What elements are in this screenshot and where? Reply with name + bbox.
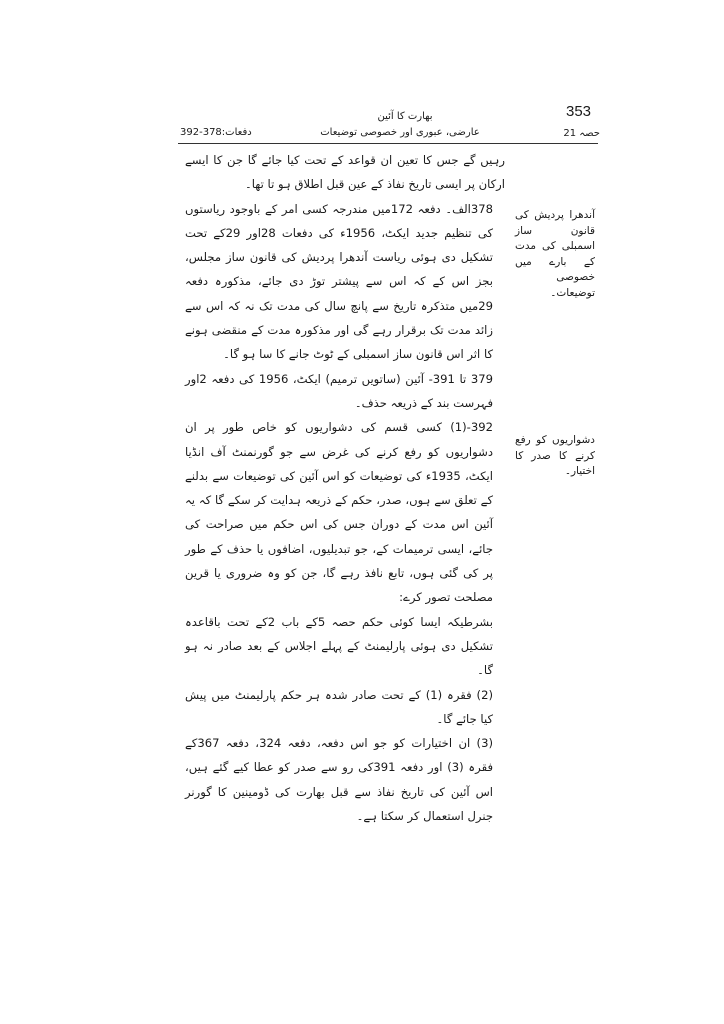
paragraph-article-379-391: 379 تا 391- آئین (ساتویں ترمیم) ایکٹ، 1956 کی دفعہ 2اور فہرست بند کے ذریعہ حذف۔ <box>185 371 493 410</box>
paragraph-continuation: رہیں گے جس کا تعین ان قواعد کے تحت کیا جائے گا جن کا ایسے ارکان پر ایسی تاریخ نفاذ کے عین قبل اطلاق ہو تا تھا۔ <box>185 153 505 192</box>
margin-note-andhra-pradesh: آندھرا پردیش کی قانون ساز اسمبلی کی مدت کے بارے میں خصوصی توضیعات۔ <box>515 209 595 299</box>
paragraph-proviso: بشرطیکہ ایسا کوئی حکم حصہ 5کے باب 2کے تحت باقاعدہ تشکیل دی ہوئی پارلیمنٹ کے پہلے اجلاس کے بعد صادر نہ ہو گا۔ <box>185 614 493 678</box>
margin-note-removal-of-difficulties: دشواریوں کو رفع کرنے کا صدر کا اختیار۔ <box>515 434 595 477</box>
paragraph-article-392-1: 392-(1) کسی قسم کی دشواریوں کو خاص طور پر ان دشواریوں کو رفع کرنے کی غرض سے جو گورنمنٹ آف انڈیا ایکٹ، 1935ء کی توضیعات کو اس آئین کی توضیعات سے بدلنے کے تعلق سے ہوں، صدر، حکم کے ذریعہ ہدایت کر سکے گا کہ یہ آئین اس مدت کے دوران جس کی اس حکم میں صراحت کی جائے، ایسی ترمیمات کے، جو تبدیلیوں، اضافوں یا حذف کے طور پر کی گئی ہوں، تابع نافذ رہے گا، جن کو وہ ضروری یا قرین مصلحت تصور کرے: <box>185 420 493 605</box>
paragraph-article-392-3: (3) ان اختیارات کو جو اس دفعہ، دفعہ 324، دفعہ 367کے فقرہ (3) اور دفعہ 391کی رو سے صدر کو عطا کیے گئے ہیں، اس آئین کی تاریخ نفاذ سے قبل بھارت کی ڈومینین کا گورنر جنرل استعمال کر سکتا ہے۔ <box>185 736 493 824</box>
paragraph-article-378a: 378الف۔ دفعہ 172میں مندرجہ کسی امر کے باوجود ریاستوں کی تنظیم جدید ایکٹ، 1956ء کی دفعات 28اور 29کے تحت تشکیل دی ہوئی ریاست آندھرا پردیش کی قانون ساز مجلس، بجز اس کے کہ اس سے پیشتر توڑ دی جائے، مذکورہ دفعہ 29میں متذکرہ تاریخ سے پانچ سال کی مدت تک نہ کہ اس سے زائد مدت تک برقرار رہے گی اور مذکورہ مدت کے منقضی ہونے کا اثر اس قانون ساز اسمبلی کے ٹوٹ جانے کا سا ہو گا۔ <box>185 201 494 362</box>
paragraph-article-392-2: (2) فقرہ (1) کے تحت صادر شدہ ہر حکم پارلیمنٹ میں پیش کیا جائے گا۔ <box>185 687 494 726</box>
running-header-title: بھارت کا آئین <box>377 111 433 122</box>
page-number: 353 <box>566 103 592 120</box>
main-text-column <box>185 148 505 828</box>
part-label: حصہ 21 <box>563 128 600 139</box>
running-header-articles: دفعات:378-392 <box>180 127 252 138</box>
header-divider <box>178 143 598 144</box>
running-header-subtitle: عارضی، عبوری اور خصوصی توضیعات <box>320 127 480 138</box>
